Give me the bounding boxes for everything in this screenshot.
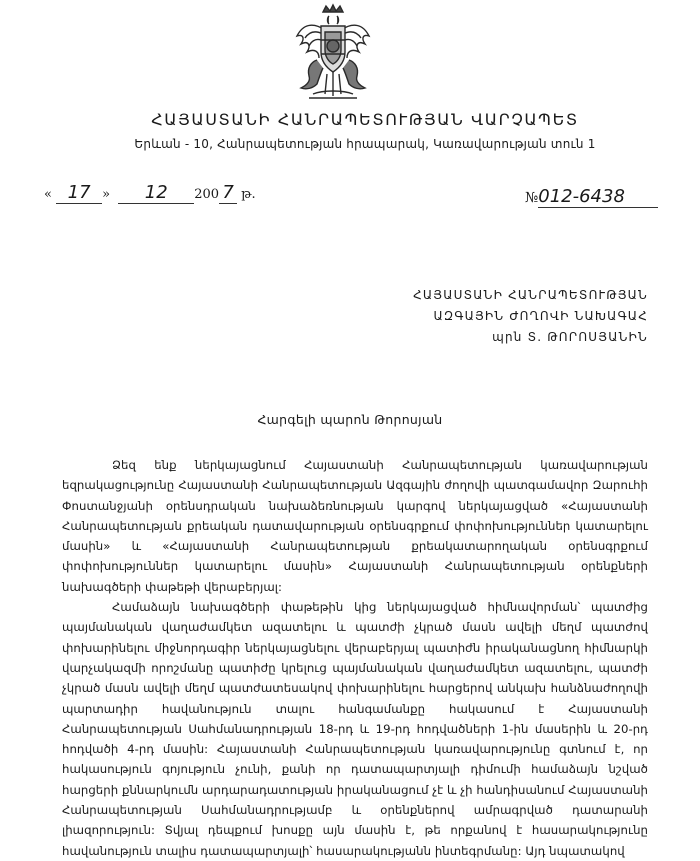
salutation: Հարգելի պարոն Թորոսյան bbox=[257, 412, 443, 427]
reference-value: 012-6438 bbox=[538, 186, 658, 208]
reference-number bbox=[525, 186, 658, 208]
body-paragraph: Համաձայն նախագծերի փաթեթին կից ներկայացված հիմնավորման՝ պատժից պայմանական վաղաժամկետ ազատելու և պատժի չկրած մասն ավելի մեղմ պատժով փոխարինելու միջնորդագիր ներկայացնելու վերաբերյալ պատիժն իրականացնող հիմնարկի վարչակազմի որոշմանը պատիժը կրելուց պայմանական վաղաժամկետ ազատելու, պատժի չկրած մասն ավելի մեղմ պատժատեսակով փոխարինելու հարցերով անկախ հանձնաժողովի պարտադիր հավանություն տալու հանգամանքը հակասում է Հայաստանի Հանրապետության Սահմանադրության 18-րդ և 19-րդ հոդվածների 1-ին մասերին և 20-րդ հոդվածի 4-րդ մասին: Հայաստանի Հանրապետության կառավարությունը գտնում է, որ հակասություն գոյություն չունի, քանի որ դատապարտյալի դիմումի համաձայն նշված հարցերի քննարկումն արդարադատության իրականացում չէ և չի հանդիսանում Հայաստանի Հանրապետության Սահմանադրությամբ և օրենքներով ամրագրված դատարանի լիազորություն: Տվյալ դեպքում խոսքը այն մասին է, թե որքանով է հասարակությունը հավանություն տալիս դատապարտյալի՝ հասարակությանն ինտեգրմանը: Այդ նպատակով bbox=[62, 600, 648, 858]
date-month: 12 bbox=[118, 182, 194, 204]
date-close-quote: » bbox=[102, 187, 111, 202]
letterhead-title: ՀԱՅԱՍՏԱՆԻ ՀԱՆՐԱՊԵՏՈՒԹՅԱՆ ՎԱՐՉԱՊԵՏ bbox=[151, 110, 579, 129]
addressee-line-1: ՀԱՅԱՍՏԱՆԻ ՀԱՆՐԱՊԵՏՈՒԹՅԱՆ bbox=[413, 288, 648, 302]
date-day: 17 bbox=[56, 182, 102, 204]
body-paragraph: Ձեզ ենք ներկայացնում Հայաստանի Հանրապետության կառավարության եզրակացությունը Հայաստանի Հանրապետության Ազգային ժողովի պատգամավոր Զարուհի Փոստանջյանի օրենսդրական նախաձեռնության կարգով ներկայացված «Հայաստանի Հանրապետության քրեական դատավարության օրենսգրքում փոփոխություններ կատարելու մասին» և «Հայաստանի Հանրապետության քրեակատարողական օրենսգրքում փոփոխություններ կատարելու մասին» Հայաստանի Հանրապետության օրենքների նախագծերի փաթեթի վերաբերյալ: bbox=[62, 458, 648, 594]
letter-date bbox=[44, 182, 256, 204]
date-year-suffix: 7 bbox=[219, 182, 237, 204]
addressee-line-3: պրն Տ. ԹՈՐՈՍՅԱՆԻՆ bbox=[492, 330, 648, 344]
letter-body bbox=[62, 455, 648, 861]
date-open-quote: « bbox=[44, 187, 52, 202]
letterhead-address: Երևան - 10, Հանրապետության հրապարակ, Կառավարության տուն 1 bbox=[134, 137, 596, 151]
coat-of-arms-icon bbox=[283, 2, 383, 102]
date-year-prefix: 200 bbox=[194, 187, 220, 202]
addressee-block bbox=[413, 285, 648, 348]
reference-label: № bbox=[525, 190, 539, 206]
addressee-line-2: ԱԶԳԱՅԻՆ ԺՈՂՈՎԻ ՆԱԽԱԳԱՀ bbox=[433, 309, 648, 323]
date-suffix: թ. bbox=[241, 187, 256, 202]
